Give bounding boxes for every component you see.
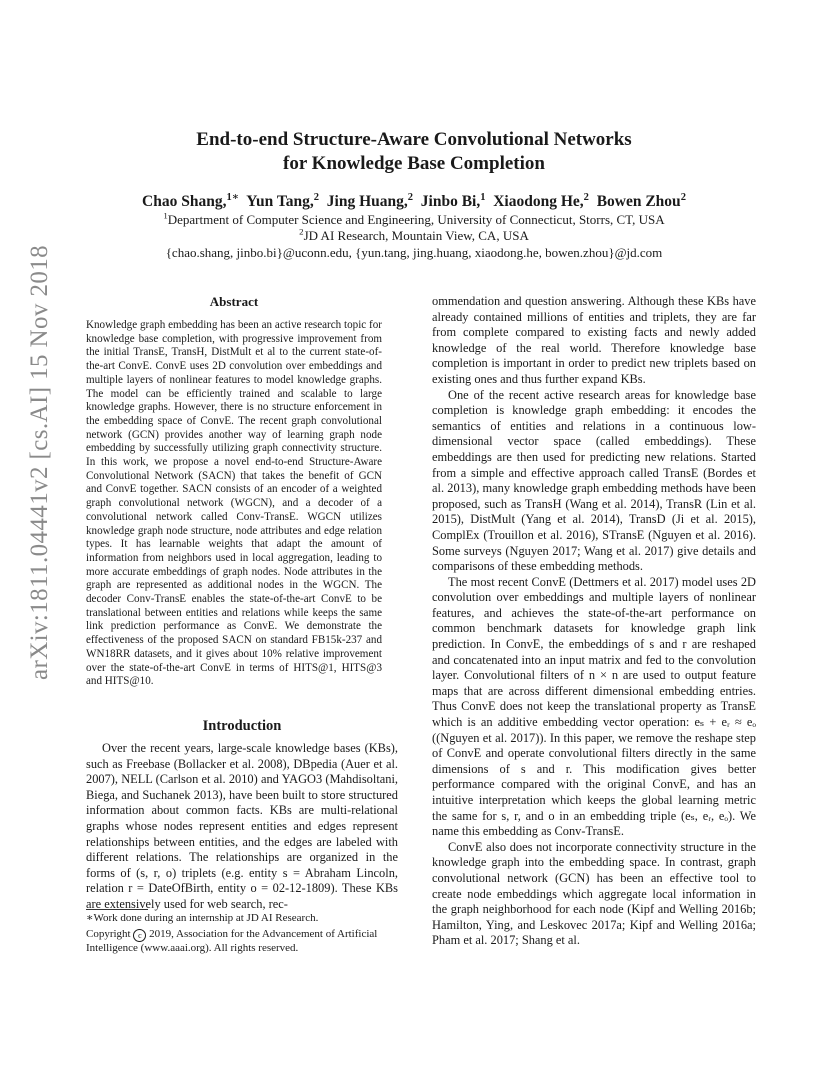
affiliation-jd xyxy=(40,228,788,244)
body-paragraph: The most recent ConvE (Dettmers et al. 2017) model uses 2D convolution over embeddings and multiple layers of nonlinear features, and achieves the state-of-the-art performance on common benchmark datasets for knowledge graph link prediction. In ConvE, the embeddings of s and r are reshaped and concatenated into an input matrix and fed to the convolution layer. Convolutional filters of n × n are used to output feature maps that are across different dimensional embedding entries. Thus ConvE does not keep the translational property as TransE which is an additive embedding vector operation: eₛ + eᵣ ≈ eₒ ((Nguyen et al. 2017)). In this paper, we remove the reshape step of ConvE and operate convolutional filters directly in the same dimensions of s and r. This modification gives better performance compared with the original ConvE, and has an intuitive interpretation which keeps the global learning metric the same for s, r, and o in an embedding triple (eₛ, eᵣ, eₒ). We name this embedding as Conv-TransE. xyxy=(432,574,756,839)
author-name: Chao Shang, xyxy=(142,193,227,210)
affiliation-uconn xyxy=(40,212,788,228)
body-paragraph: ConvE also does not incorporate connectivity structure in the knowledge graph into the embedding space. In contrast, graph convolutional network (GCN) has been an effective tool to create node embeddings which aggregate local information in the graph neighborhood for each node (Kipf and Welling 2016b; Hamilton, Ying, and Leskovec 2017a; Kipf and Welling 2016a; Pham et al. 2017; Shang et al. xyxy=(432,839,756,948)
author-name: Yun Tang, xyxy=(246,193,314,210)
paper-title-line-2: for Knowledge Base Completion xyxy=(283,153,545,174)
introduction-heading: Introduction xyxy=(202,718,282,734)
abstract-body: Knowledge graph embedding has been an active research topic for knowledge base completion, with progressive improvement from the initial TransE, TransH, DistMult et al to the current state-of-the-art ConvE. ConvE uses 2D convolution over embeddings and multiple layers of nonlinear features to model knowledge graphs. The model can be efficiently trained and scalable to large knowledge graphs. However, there is no structure enforcement in the embedding space of ConvE. The recent graph convolutional network (GCN) provides another way of learning graph node embedding by successfully utilizing graph connectivity structure. In this work, we propose a novel end-to-end Structure-Aware Convolutional Network (SACN) that takes the benefit of GCN and ConvE together. SACN consists of an encoder of a weighted graph convolutional network (WGCN), and a decoder of a convolutional network called Conv-TransE. WGCN utilizes knowledge graph node structure, node attributes and edge relation types. It has learnable weights that adapt the amount of information from neighbors used in local aggregation, leading to more accurate embeddings of graph nodes. Node attributes in the graph are represented as additional nodes in the WGCN. The decoder Conv-TransE enables the state-of-the-art ConvE to be translational between entities and relations while keeps the same link prediction performance as ConvE. We demonstrate the effectiveness of the proposed SACN on standard FB15k-237 and WN18RR datasets, and it gives about 10% relative improvement over the state-of-the-art ConvE in terms of HITS@1, HITS@3 and HITS@10. xyxy=(86,319,382,688)
copyright-notice xyxy=(86,928,398,956)
paper-title-line-1: End-to-end Structure-Aware Convolutional Networks xyxy=(196,129,632,150)
introduction-paragraph: Over the recent years, large-scale knowledge bases (KBs), such as Freebase (Bollacker et al. 2008), DBpedia (Auer et al. 2007), NELL (Carlson et al. 2010) and YAGO3 (Mahdisoltani, Biega, and Suchanek 2013), have been built to store structured information about common facts. KBs are multi-relational graphs whose nodes represent entities and edges represent relationships between entities, and the edges are labeled with different relations. The relationships are organized in the forms of (s, r, o) triplets (e.g. entity s = Abraham Lincoln, relation r = DateOfBirth, entity o = 02-12-1809). These KBs are extensively used for web search, rec- xyxy=(86,741,398,911)
author-affiliation-mark: 2 xyxy=(407,191,414,203)
affiliation-mark: 2 xyxy=(299,226,304,237)
author-affiliation-mark: 2 xyxy=(583,191,589,203)
author-name: Xiaodong He, xyxy=(493,193,584,210)
affiliation-text: JD AI Research, Mountain View, CA, USA xyxy=(303,228,529,243)
author-name: Jinbo Bi, xyxy=(420,193,481,210)
footnote-rule xyxy=(86,909,148,910)
author-name: Jing Huang, xyxy=(326,193,408,210)
author-affiliation-mark: 1∗ xyxy=(226,191,240,203)
affiliation-mark: 1 xyxy=(163,210,168,221)
author-name: Bowen Zhou xyxy=(596,193,681,210)
author-affiliation-mark: 2 xyxy=(313,191,320,203)
affiliation-text: Department of Computer Science and Engineering, University of Connecticut, Storrs, CT, USA xyxy=(167,212,665,227)
author-affiliation-mark: 1 xyxy=(480,191,486,203)
footnote: ∗Work done during an internship at JD AI Research. xyxy=(86,912,319,924)
body-paragraph: One of the recent active research areas for knowledge base completion is knowledge graph embedding: it encodes the semantics of entities and relations in a continuous low-dimensional vector space (called embeddings). These embeddings are then used for predicting new relations. Started from a simple and effective approach called TransE (Bordes et al. 2013), many knowledge graph embedding methods have been proposed, such as TransH (Wang et al. 2014), TransR (Lin et al. 2015), DistMult (Yang et al. 2014), TransD (Ji et al. 2015), ComplEx (Trouillon et al. 2016), STransE (Nguyen et al. 2016). Some surveys (Nguyen 2017; Wang et al. 2017) give details and comparisons of these embedding methods. xyxy=(432,387,756,574)
body-paragraph: ommendation and question answering. Although these KBs have already contained millions of entities and triplets, they are far from complete compared to existing facts and newly added knowledge of the real world. Therefore knowledge base completion is important in order to predict new triplets based on existing ones and thus further expand KBs. xyxy=(432,294,756,386)
abstract-heading: Abstract xyxy=(209,294,259,309)
copyright-prefix: Copyright xyxy=(86,928,131,940)
right-column xyxy=(432,294,756,949)
arxiv-identifier-text: arXiv:1811.04441v2 [cs.AI] 15 Nov 2018 xyxy=(26,244,53,680)
author-emails: {chao.shang, jinbo.bi}@uconn.edu, {yun.tang, jing.huang, xiaodong.he, bowen.zhou}@jd.com xyxy=(165,245,663,260)
copyright-text: 2019, Association for the Advancement of Artificial Intelligence (www.aaai.org). All rights reserved. xyxy=(86,928,378,954)
author-list xyxy=(40,193,788,211)
copyright-symbol-icon: c xyxy=(133,929,146,942)
author-affiliation-mark: 2 xyxy=(680,191,686,203)
paper-title xyxy=(60,128,768,176)
arxiv-identifier-stamp xyxy=(22,244,53,680)
